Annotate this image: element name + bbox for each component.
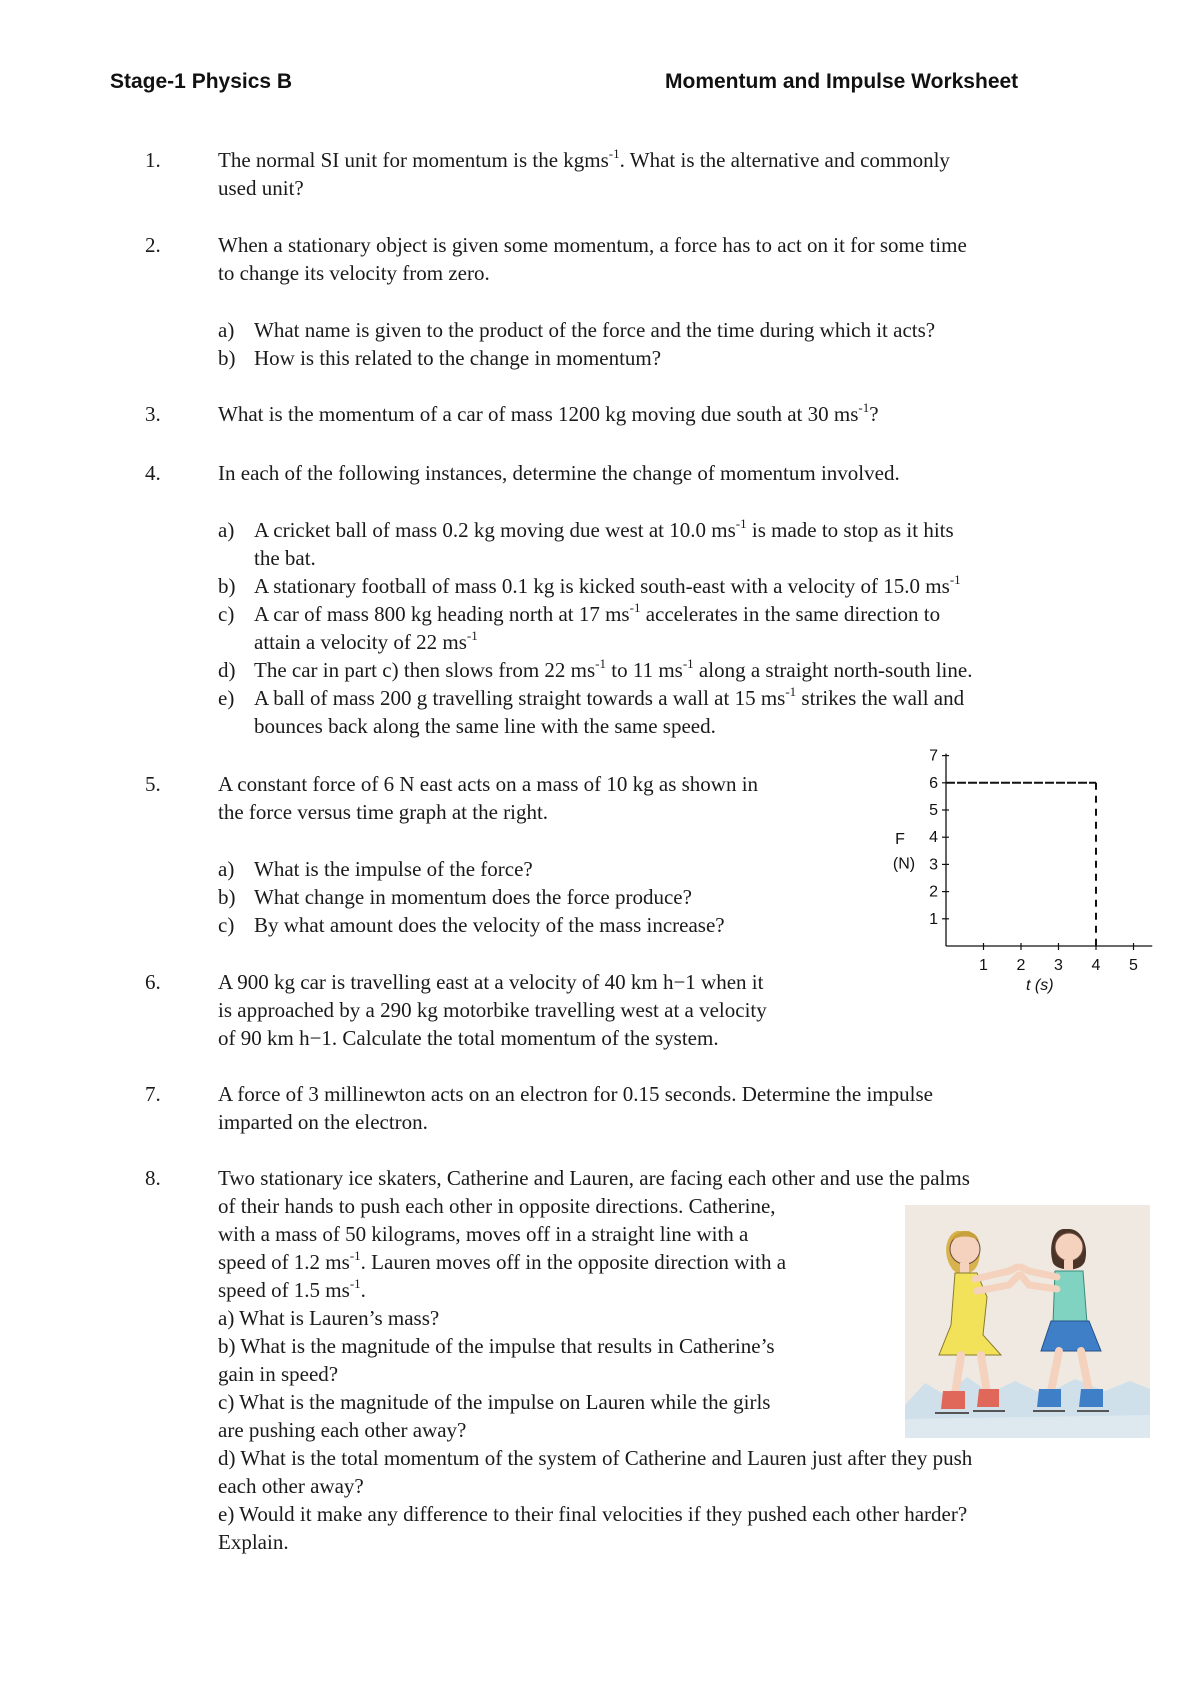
- question-text: What is the momentum of a car of mass 1200 kg moving due south at 30 $ms^{-1}$?: [218, 400, 879, 426]
- subquestion-e: e) A ball of mass 200 g travelling straight towards a wall at 15 $ms^{-1}$ strikes the wall and bounces back along the same line with the same speed.: [218, 684, 965, 738]
- subquestion-e: e) Would it make any difference to their final velocities if they pushed each other harder?: [218, 1502, 968, 1526]
- question-number: 5.: [145, 772, 161, 796]
- y-tick-label: 1: [929, 910, 938, 928]
- ice-skaters-illustration: [905, 1205, 1150, 1438]
- question-number: 1.: [145, 148, 161, 172]
- subquestion-d: d) What is the total momentum of the system of Catherine and Lauren just after they push: [218, 1446, 973, 1470]
- question-number: 2.: [145, 233, 161, 257]
- y-axis-unit: (N): [892, 855, 916, 873]
- question-text: A constant force of 6 N east acts on a mass of 10 kg as shown in the force versus time graph at the right.: [218, 772, 759, 824]
- subquestion-d-cont: each other away?: [218, 1474, 364, 1498]
- subquestion-b-cont: gain in speed?: [218, 1362, 339, 1386]
- question-number: 4.: [145, 461, 161, 485]
- subquestion-c: c) By what amount does the velocity of the mass increase?: [218, 913, 725, 937]
- y-tick-label: 5: [929, 802, 938, 819]
- y-axis-label: F: [895, 831, 905, 848]
- subquestion-b: b) What change in momentum does the force produce?: [218, 885, 692, 909]
- question-text-line: speed of 1.5 $ms^{-1}$.: [218, 1276, 366, 1302]
- question-text-line: speed of 1.2 $ms^{-1}$. Lauren moves off in the opposite direction with a: [218, 1248, 787, 1274]
- y-tick-label: 7: [929, 747, 938, 765]
- question-number: 6.: [145, 970, 161, 994]
- question-text: A 900 kg car is travelling east at a velocity of 40 km h−1 when it is approached by a 290 kg motorbike travelling west at a velocity of 90 km h−1. Calculate the total momentum of the system.: [218, 970, 767, 1050]
- question-text-line: of their hands to push each other in opposite directions. Catherine,: [218, 1194, 776, 1218]
- question-text-line: with a mass of 50 kilograms, moves off in a straight line with a: [218, 1222, 749, 1246]
- force-time-graph: [880, 740, 1170, 1010]
- worksheet-title: Momentum and Impulse Worksheet: [665, 70, 1019, 93]
- question-number: 3.: [145, 402, 161, 426]
- question-text-line: Two stationary ice skaters, Catherine and Lauren, are facing each other and use the palms: [218, 1166, 970, 1190]
- x-tick-label: 4: [1091, 957, 1101, 974]
- subquestion-e-cont: Explain.: [218, 1530, 289, 1554]
- question-text: The normal SI unit for momentum is the kgms$^{-1}$. What is the alternative and commonly used unit?: [218, 146, 950, 200]
- subquestion-b: b) How is this related to the change in momentum?: [218, 346, 662, 370]
- subquestion-b: b) What is the magnitude of the impulse that results in Catherine’s: [218, 1334, 775, 1358]
- question-number: 8.: [145, 1166, 161, 1190]
- y-tick-label: 3: [929, 856, 938, 874]
- x-tick-label: 2: [1016, 957, 1026, 974]
- y-tick-label: 2: [929, 883, 938, 901]
- x-tick-label: 3: [1054, 957, 1063, 974]
- question-text: When a stationary object is given some momentum, a force has to act on it for some time to change its velocity from zero.: [218, 233, 967, 285]
- question-text: In each of the following instances, determine the change of momentum involved.: [218, 461, 900, 485]
- y-tick-label: 4: [929, 829, 938, 847]
- subquestion-a: a) What is the impulse of the force?: [218, 857, 533, 881]
- question-number: 7.: [145, 1082, 161, 1106]
- subquestion-a: a) What name is given to the product of the force and the time during which it acts?: [218, 318, 936, 342]
- worksheet-course-title: Stage-1 Physics B: [110, 70, 293, 93]
- x-axis-label: t (s): [1025, 977, 1054, 994]
- question-text: A force of 3 millinewton acts on an electron for 0.15 seconds. Determine the impulse imparted on the electron.: [218, 1082, 933, 1134]
- subquestion-a: a) What is Lauren’s mass?: [218, 1306, 440, 1330]
- subquestion-b: b) A stationary football of mass 0.1 kg is kicked south-east with a velocity of 15.0 $ms^{-1}$: [218, 572, 961, 598]
- subquestion-c: c) What is the magnitude of the impulse on Lauren while the girls: [218, 1390, 771, 1414]
- y-tick-label: 6: [929, 774, 938, 792]
- subquestion-d: d) The car in part c) then slows from 22 $ms^{-1}$ to 11 $ms^{-1}$ along a straight north-south line.: [218, 656, 973, 682]
- subquestion-a: a) A cricket ball of mass 0.2 kg moving due west at 10.0 $ms^{-1}$ is made to stop as it hits the bat.: [218, 516, 954, 570]
- subquestion-c-cont: are pushing each other away?: [218, 1418, 467, 1442]
- x-tick-label: 1: [979, 957, 988, 974]
- x-tick-label: 5: [1129, 957, 1138, 974]
- subquestion-c: c) A car of mass 800 kg heading north at 17 $ms^{-1}$ accelerates in the same direction to attain a velocity of 22 $ms^{-1}$: [218, 600, 941, 654]
